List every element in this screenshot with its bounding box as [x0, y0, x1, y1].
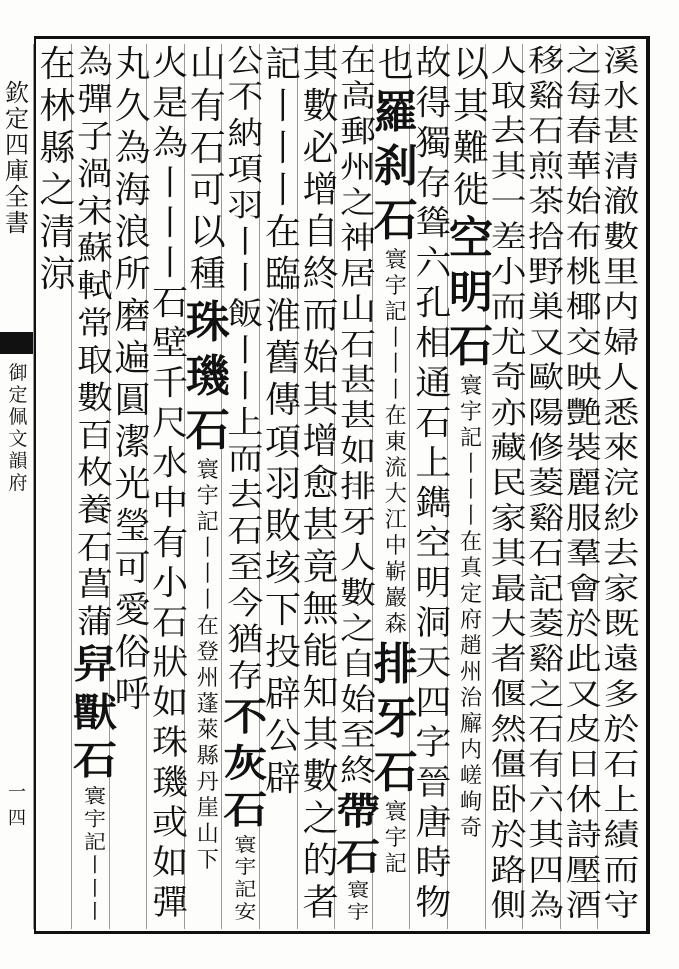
annotation-text: 寰 宇 記 丨 丨 丨 在 登 州 蓬 萊 縣 丹 崖 山 下 [196, 458, 219, 873]
spine-book-title: 御定佩文韻府 [8, 362, 28, 494]
body-text: 人 取 去 其 一 差 小 而 尤 奇 亦 藏 民 家 其 最 大 者 偃 然 僵 卧 於 路 側 [490, 44, 527, 924]
entry-heading: 舁 獸 石 [73, 642, 117, 784]
body-text: 故 得 獨 存 [415, 44, 452, 203]
body-text: 移 谿 石 煎 茶 拾 野 巣 又 歐 陽 修 菱 谿 石 記 菱 谿 之 石 有 六 其 四 為 [528, 44, 565, 924]
annotation-text: 寰 宇 記 安 [234, 834, 257, 924]
spine-page-number: 一四 [8, 782, 26, 829]
entry-heading: 珠 璣 石 [185, 297, 230, 456]
body-text: 其 數 必 增 自 終 而 始 其 增 愈 甚 竟 無 能 知 其 數 之 的 者 [302, 44, 339, 924]
body-text: 聳 六 孔 相 通 石 上 鐫 空 明 洞 天 四 字 晉 唐 時 物 [415, 203, 452, 923]
text-column-line [34, 44, 80, 296]
body-text: 丸 久 為 海 浪 所 磨 遍 圓 潔 光 瑩 可 愛 俗 呼 [114, 44, 151, 715]
body-text: 為 彈 子 渦 宋 蘇 軾 常 取 數 百 枚 養 石 菖 蒲 [76, 44, 113, 641]
body-text: 石 壁 千 尺 水 中 有 小 石 狀 如 珠 璣 或 如 彈 [152, 283, 189, 923]
body-text: 在 高 郵 州 之 神 居 山 石 甚 甚 如 排 牙 人 數 之 自 始 至 終 [340, 44, 377, 789]
body-text: 也 [377, 44, 414, 85]
body-text: 公 不 納 項 羽 丨 丨 飯 丨 丨 上 而 去 石 至 今 猶 存 [227, 44, 264, 695]
entry-heading: 空 明 石 [449, 213, 493, 372]
annotation-text: 寰 宇 記 丨 丨 丨 在 東 流 大 江 中 嶄 巖 森 [384, 248, 407, 637]
annotation-text: 寰 宇 記 [384, 800, 407, 877]
entry-heading: 帶 石 [336, 790, 381, 879]
body-text: 記 丨 丨 丨 在 臨 淮 舊 傳 項 羽 敗 垓 下 投 辟 公 辟 [264, 44, 301, 799]
book-spine-margin [0, 36, 34, 934]
spine-collection-title: 欽定四庫全書 [5, 79, 29, 237]
annotation-text: 寰 宇 [347, 880, 370, 924]
annotation-text: 寰 宇 記 丨 丨 丨 在 真 定 府 趙 州 治 廨 内 嵯 峋 奇 [459, 374, 482, 841]
body-text: 山 有 石 可 以 種 [189, 44, 226, 295]
annotation-text: 寰 宇 記 丨 丨 丨 [83, 785, 106, 924]
page-border-right [646, 36, 650, 934]
body-text: 火 是 為 丨 丨 丨 [152, 44, 189, 283]
page-border-top [34, 36, 650, 39]
body-text: 之 每 春 華 始 布 桃 椰 交 映 艷 裝 麗 服 羣 會 於 此 又 皮 日 休 詩 壓 酒 [565, 44, 602, 924]
page-border-bottom [34, 931, 650, 934]
body-text: 溪 水 甚 清 澈 數 里 内 婦 人 悉 來 浣 紗 去 家 既 遠 多 於 石 上 績 而 守 [603, 44, 640, 924]
entry-heading: 排 牙 石 [373, 639, 418, 798]
body-text: 以 其 難 徙 [452, 44, 489, 211]
text-column [34, 44, 80, 929]
column-divider [33, 44, 34, 929]
entry-heading: 不 灰 石 [223, 695, 268, 833]
body-text: 在 林 縣 之 清 涼 [39, 44, 76, 295]
entry-heading: 羅 刹 石 [373, 87, 418, 246]
spine-fishtail-mark [0, 332, 34, 354]
